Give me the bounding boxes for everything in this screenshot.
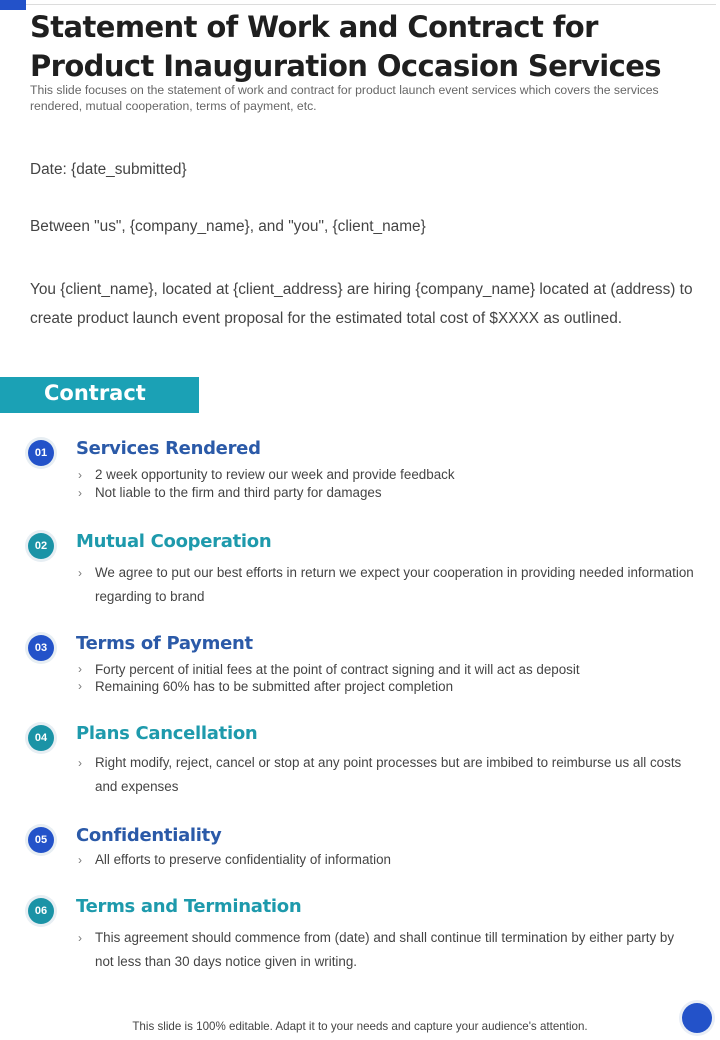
bullet-list bbox=[78, 751, 698, 799]
page-subtitle: This slide focuses on the statement of work and contract for product launch event services which covers the services rendered, mutual cooperation, terms of payment, etc. bbox=[30, 83, 659, 113]
list-item: › All efforts to preserve confidentiality of information bbox=[78, 852, 391, 867]
bullet-list bbox=[78, 661, 698, 695]
number-badge: 01 bbox=[28, 440, 54, 466]
chevron-right-icon: › bbox=[78, 662, 82, 676]
section-title: Services Rendered bbox=[76, 438, 261, 459]
contract-banner bbox=[0, 377, 199, 413]
list-item: › 2 week opportunity to review our week and provide feedback bbox=[78, 467, 455, 482]
chevron-right-icon: › bbox=[78, 756, 82, 770]
contract-label: Contract bbox=[44, 381, 146, 405]
date-line: Date: {date_submitted} bbox=[30, 161, 187, 178]
number-badge: 05 bbox=[28, 827, 54, 853]
top-divider bbox=[26, 4, 716, 5]
number-badge: 02 bbox=[28, 533, 54, 559]
chevron-right-icon: › bbox=[78, 566, 82, 580]
number-badge: 04 bbox=[28, 725, 54, 751]
bullet-list bbox=[78, 466, 698, 502]
chevron-right-icon: › bbox=[78, 931, 82, 945]
footer-note: This slide is 100% editable. Adapt it to your needs and capture your audience's attention. bbox=[132, 1020, 588, 1033]
chevron-right-icon: › bbox=[78, 679, 82, 693]
section-title: Mutual Cooperation bbox=[76, 531, 272, 552]
section-title: Terms and Termination bbox=[76, 896, 302, 917]
list-item: › Right modify, reject, cancel or stop at any point processes but are imbibed to reimburse us all costs and expenses bbox=[78, 751, 698, 799]
list-item: › Remaining 60% has to be submitted after project completion bbox=[78, 679, 454, 694]
number-badge: 06 bbox=[28, 898, 54, 924]
page-title: Statement of Work and Contract for Product Inauguration Occasion Services bbox=[30, 10, 661, 83]
section-title: Plans Cancellation bbox=[76, 723, 258, 744]
bullet-list bbox=[78, 926, 678, 974]
chevron-right-icon: › bbox=[78, 853, 82, 867]
list-item: › We agree to put our best efforts in return we expect your cooperation in providing needed information regarding to brand bbox=[78, 561, 698, 609]
list-item: › Forty percent of initial fees at the point of contract signing and it will act as deposit bbox=[78, 662, 580, 677]
number-badge: 03 bbox=[28, 635, 54, 661]
corner-accent bbox=[0, 0, 26, 10]
list-item: › Not liable to the firm and third party for damages bbox=[78, 485, 382, 500]
hiring-paragraph: You {client_name}, located at {client_address} are hiring {company_name} located at (address) to create product launch event proposal for the estimated total cost of $XXXX as outlined. bbox=[30, 281, 693, 327]
section-title: Terms of Payment bbox=[76, 633, 253, 654]
chevron-right-icon: › bbox=[78, 468, 82, 482]
chevron-right-icon: › bbox=[78, 486, 82, 500]
parties-line: Between "us", {company_name}, and "you", {client_name} bbox=[30, 218, 426, 235]
decorative-circle bbox=[682, 1003, 712, 1033]
bullet-list bbox=[78, 561, 698, 609]
bullet-list bbox=[78, 851, 698, 869]
section-title: Confidentiality bbox=[76, 825, 222, 846]
list-item: › This agreement should commence from (date) and shall continue till termination by either party by not less than 30 days notice given in writing. bbox=[78, 926, 678, 974]
